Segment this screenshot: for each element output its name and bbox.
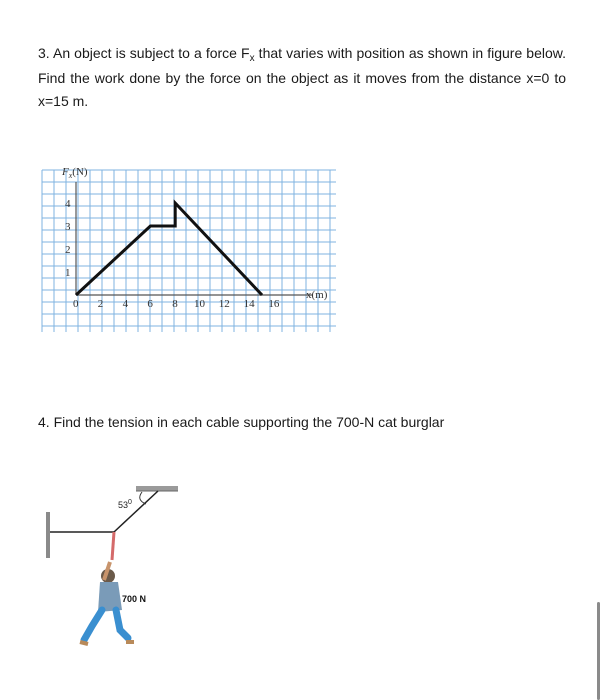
y-tick-label: 3	[65, 221, 71, 233]
x-tick-label: 14	[243, 298, 255, 310]
wall-post	[46, 512, 50, 558]
question-3-part2: that varies with position as shown in figure below. Find the work done by the force on the object as it moves from the distance x=0 to x=15 m.	[38, 45, 567, 109]
x-axis-label: x(m)	[306, 289, 328, 301]
x-tick-label: 12	[218, 298, 230, 310]
angled-cable	[114, 491, 158, 532]
x-tick-label: 16	[268, 298, 280, 310]
angle-label	[118, 499, 132, 510]
x-tick-label: 0	[73, 298, 79, 310]
scrollbar[interactable]	[597, 602, 600, 700]
x-tick-label: 2	[97, 298, 104, 310]
y-axis-label-symbol: F	[62, 166, 69, 178]
question-4-text: 4. Find the tension in each cable supporting the 700-N cat burglar	[38, 414, 445, 430]
hanging-rope	[112, 532, 114, 560]
y-axis-label-unit: (N)	[72, 166, 88, 178]
question-3-part1: 3. An object is subject to a force F	[38, 45, 250, 61]
question-3-text	[38, 42, 566, 113]
force-position-graph	[38, 160, 338, 335]
y-axis-label	[61, 166, 88, 180]
angle-degree: 0	[128, 499, 132, 506]
y-axis-label-subscript: x	[68, 171, 73, 180]
y-tick-label: 4	[65, 198, 71, 210]
x-tick-label: 8	[172, 298, 178, 310]
angle-value: 53	[118, 500, 129, 510]
weight-label: 700 N	[122, 594, 147, 604]
graph-grid	[42, 170, 336, 332]
cat-burglar-figure	[30, 470, 190, 670]
x-tick-label: 10	[194, 298, 205, 310]
force-subscript: x	[249, 53, 255, 64]
y-tick-label: 2	[65, 244, 71, 256]
x-tick-label: 4	[122, 298, 129, 310]
x-tick-label: 6	[147, 298, 153, 310]
y-tick-label: 1	[65, 267, 71, 279]
ceiling-beam	[136, 486, 178, 491]
